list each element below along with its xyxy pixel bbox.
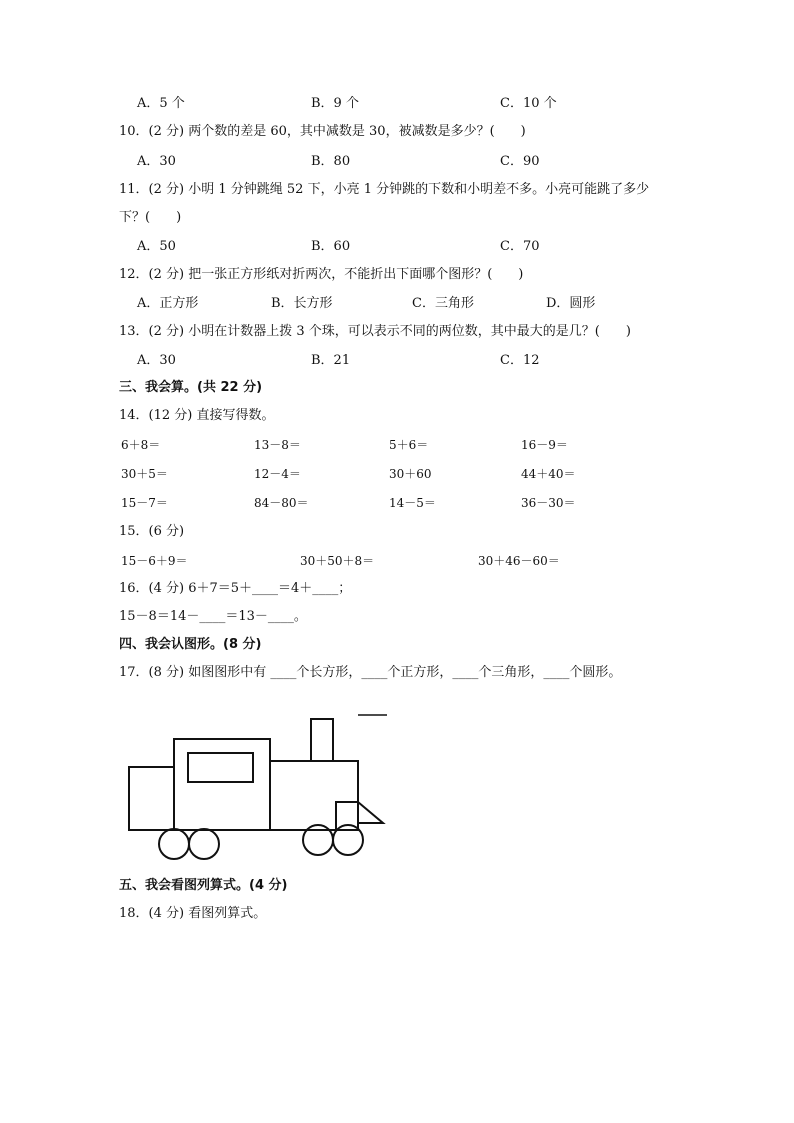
q14-item: 16－9＝ <box>521 438 568 452</box>
wheel-circle <box>189 829 219 859</box>
q10-option-b: B．80 <box>311 154 351 169</box>
triangle <box>358 802 383 823</box>
q14-item: 30＋60 <box>389 467 432 481</box>
q13-option-b: B．21 <box>311 353 351 368</box>
q10-option-a: A．30 <box>137 154 176 169</box>
q14-stem: 14．(12 分) 直接写得数。 <box>119 408 275 423</box>
q13-stem: 13．(2 分) 小明在计数器上拨 3 个珠，可以表示不同的两位数，其中最大的是几？( ) <box>119 324 631 339</box>
q10-stem: 10．(2 分) 两个数的差是 60，其中减数是 30，被减数是多少？( ) <box>119 124 526 139</box>
section-3-heading: 三、我会算。(共 22 分) <box>119 380 263 395</box>
section-5-heading: 五、我会看图列算式。(4 分) <box>119 878 288 893</box>
q14-item: 14－5＝ <box>389 496 436 510</box>
q11-option-b: B．60 <box>311 239 351 254</box>
q12-option-b: B．长方形 <box>271 296 333 311</box>
q15-item: 30＋50＋8＝ <box>300 554 375 568</box>
q14-item: 36－30＝ <box>521 496 576 510</box>
q14-item: 5＋6＝ <box>389 438 429 452</box>
q13-option-c: C．12 <box>500 353 540 368</box>
q13-option-a: A．30 <box>137 353 176 368</box>
chimney-rectangle <box>311 719 333 761</box>
q15-item: 30＋46－60＝ <box>478 554 560 568</box>
boiler-rectangle <box>270 761 358 830</box>
q11-option-a: A．50 <box>137 239 176 254</box>
q16-line1: 16．(4 分) 6＋7＝5＋____＝4＋____； <box>119 581 352 596</box>
q12-option-c: C．三角形 <box>412 296 474 311</box>
q12-option-a: A．正方形 <box>137 296 199 311</box>
q11-option-c: C．70 <box>500 239 540 254</box>
q11-stem-line2: 下？( ) <box>119 210 182 225</box>
q9-option-c: C．10 个 <box>500 96 557 111</box>
q15-item: 15－6＋9＝ <box>121 554 188 568</box>
q15-stem: 15．(6 分) <box>119 524 185 539</box>
section-4-heading: 四、我会认图形。(8 分) <box>119 637 262 652</box>
q9-option-b: B．9 个 <box>311 96 359 111</box>
q14-item: 44＋40＝ <box>521 467 576 481</box>
q11-stem-line1: 11．(2 分) 小明 1 分钟跳绳 52 下，小亮 1 分钟跳的下数和小明差不多。小亮可能跳了多少 <box>119 182 650 197</box>
q14-item: 6＋8＝ <box>121 438 161 452</box>
q12-option-d: D．圆形 <box>546 296 596 311</box>
q14-item: 30＋5＝ <box>121 467 168 481</box>
train-figure <box>125 708 395 864</box>
window-rectangle <box>188 753 253 782</box>
q10-option-c: C．90 <box>500 154 540 169</box>
q14-item: 84－80＝ <box>254 496 309 510</box>
q14-item: 12－4＝ <box>254 467 301 481</box>
q9-option-a: A．5 个 <box>137 96 185 111</box>
q14-item: 15－7＝ <box>121 496 168 510</box>
q18-stem: 18．(4 分) 看图列算式。 <box>119 906 267 921</box>
q14-item: 13－8＝ <box>254 438 301 452</box>
front-rectangle <box>129 767 174 830</box>
wheel-circle <box>159 829 189 859</box>
q12-stem: 12．(2 分) 把一张正方形纸对折两次，不能折出下面哪个图形？( ) <box>119 267 524 282</box>
q17-stem: 17．(8 分) 如图图形中有 ____个长方形，____个正方形，____个三角形，____个圆形。 <box>119 665 622 680</box>
q16-line2: 15－8＝14－____＝13－____。 <box>119 609 307 624</box>
